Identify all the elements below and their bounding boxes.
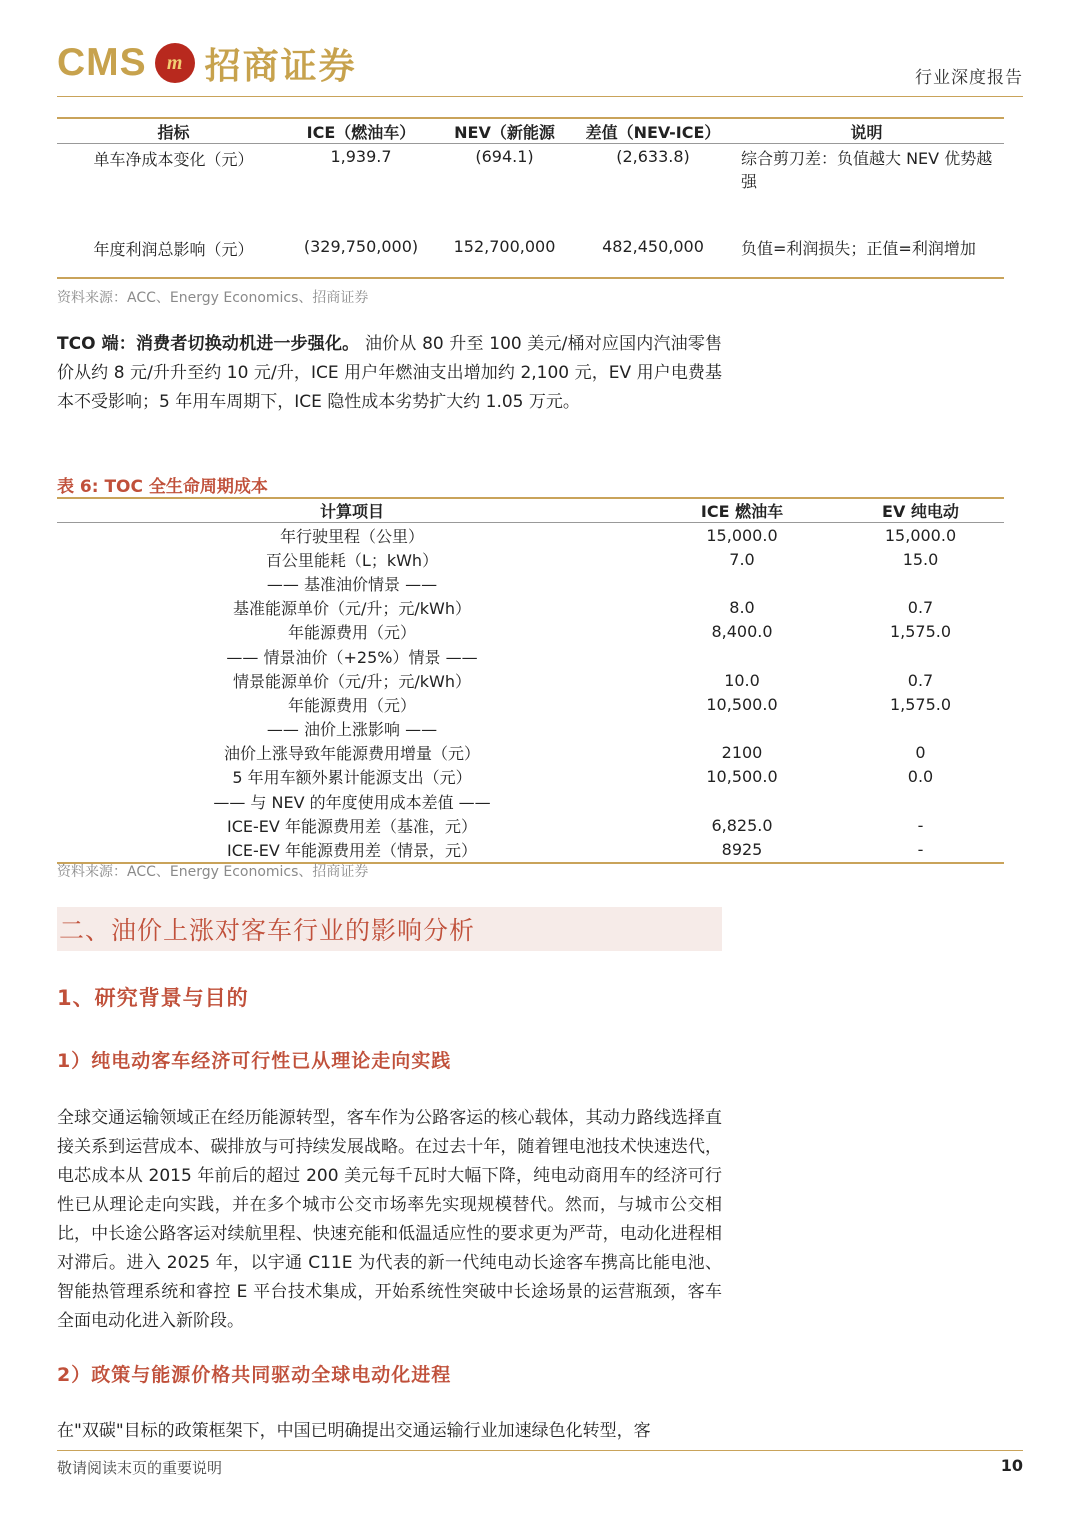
table-header-cell: 差值（NEV-ICE）	[585, 122, 721, 142]
table-cell: 年能源费用（元）	[287, 623, 416, 643]
table-cell: 10.0	[724, 670, 760, 690]
table-cell: 10,500.0	[706, 694, 778, 714]
section-banner	[57, 907, 722, 951]
table-cell: —— 情景油价（+25%）情景 ——	[226, 647, 478, 667]
table-cell: 15,000.0	[706, 525, 778, 545]
table-cell: -	[917, 815, 924, 835]
table-row	[57, 813, 1004, 837]
table-row	[57, 644, 1004, 668]
table-cell: 年度利润总影响（元）	[93, 240, 254, 259]
subsection-heading: 1、研究背景与目的	[57, 986, 249, 1010]
table-header-cell: 计算项目	[319, 502, 384, 521]
tco-lead: TCO 端：消费者切换动机进一步强化。	[57, 334, 360, 354]
table-cell	[837, 789, 1004, 813]
section-title: 二、油价上涨对客车行业的影响分析	[59, 916, 476, 945]
table-cell	[837, 717, 1004, 741]
table-cell: 情景能源单价（元/升；元/kWh）	[232, 671, 471, 691]
table-cell: 6,825.0	[711, 815, 773, 835]
table-cell: 152,700,000	[453, 237, 556, 256]
tco-body: 油价从 80 升至 100 美元/桶对应国内汽油零售价从约 8 元/升升至约 10 元/升，ICE 用户年燃油支出增加约 2,100 元，EV 用户电费基本不受影响；5 年用车周期下，ICE 隐性成本劣势扩大约 1.05 万元。	[57, 334, 723, 412]
table-cell: 0	[915, 743, 926, 763]
footer-divider	[57, 1450, 1023, 1451]
table-cell: 10,500.0	[706, 767, 778, 787]
logo-chinese-text: 招商证券	[204, 45, 357, 87]
table-cell	[837, 571, 1004, 595]
table-cell: —— 油价上涨影响 ——	[266, 720, 438, 740]
table-cell: (2,633.8)	[616, 147, 690, 166]
table-cell	[647, 644, 837, 668]
table-cell: -	[917, 840, 924, 860]
table-cell: 综合剪刀差：负值越大 NEV 优势越强	[741, 149, 993, 191]
table-cell: —— 与 NEV 的年度使用成本差值 ——	[213, 792, 491, 812]
table-header-cell: ICE 燃油车	[700, 502, 784, 521]
table-header-cell: ICE（燃油车）	[306, 122, 416, 142]
page-number: 10	[1000, 1456, 1023, 1475]
table-header-cell: EV 纯电动	[882, 502, 959, 521]
logo-cms-text: CMS	[57, 41, 147, 84]
table-cell: (329,750,000)	[303, 237, 419, 256]
table-cell: 0.7	[907, 670, 934, 690]
table-cell: 1,575.0	[889, 622, 952, 642]
footer-notice: 敬请阅读末页的重要说明	[57, 1459, 223, 1477]
table-cell: 2100	[721, 743, 763, 763]
table-row	[57, 765, 1004, 789]
table-header-cell: NEV（新能源	[454, 122, 555, 142]
table-cell: 0.7	[907, 598, 934, 618]
table-cell	[647, 789, 837, 813]
table-cell: 基准能源单价（元/升；元/kWh）	[232, 599, 471, 619]
table-cell: 1,575.0	[889, 694, 952, 714]
table-header-cell: 说明	[850, 122, 883, 142]
table-row	[57, 620, 1004, 644]
table-cell: ICE-EV 年能源费用差（基准，元）	[227, 816, 477, 836]
toc-lifecycle-table	[57, 497, 1004, 864]
table-cell: 8925	[721, 840, 763, 860]
table-row	[57, 596, 1004, 620]
table-row	[57, 668, 1004, 692]
table2-source: 资料来源：ACC、Energy Economics、招商证券	[57, 864, 369, 880]
tco-paragraph	[57, 330, 722, 417]
table-cell: 年能源费用（元）	[287, 695, 416, 715]
table-row	[57, 227, 1004, 278]
table2-caption: 表 6: TOC 全生命周期成本	[57, 477, 268, 497]
table-cell: 5 年用车额外累计能源支出（元）	[232, 768, 472, 788]
table1-source: 资料来源：ACC、Energy Economics、招商证券	[57, 290, 369, 306]
table-cell: 8,400.0	[711, 622, 773, 642]
table-cell: 15,000.0	[884, 525, 957, 545]
table-cell: 单车净成本变化（元）	[93, 150, 254, 169]
table-cell: 油价上涨导致年能源费用增量（元）	[223, 744, 480, 764]
table-header-cell: 指标	[157, 122, 190, 142]
table-cell: 15.0	[902, 549, 939, 569]
logo-badge-icon: m	[155, 43, 195, 83]
table-cell: 年行驶里程（公里）	[279, 526, 424, 546]
table-cell	[647, 571, 837, 595]
table-cell	[837, 644, 1004, 668]
table-header-row	[57, 118, 1004, 144]
table-cell: (694.1)	[475, 147, 534, 166]
table-header-row	[57, 498, 1004, 523]
report-type-label: 行业深度报告	[915, 68, 1023, 88]
table-cell: —— 基准油价情景 ——	[266, 574, 438, 594]
table-cell: 百公里能耗（L；kWh）	[265, 550, 439, 570]
body-paragraph: 在"双碳"目标的政策框架下，中国已明确提出交通运输行业加速绿色化转型，客	[57, 1421, 651, 1441]
table-row	[57, 692, 1004, 716]
table-cell: ICE-EV 年能源费用差（情景，元）	[227, 841, 477, 861]
table-cell: 7.0	[729, 549, 755, 569]
header-divider	[57, 96, 1023, 97]
subsubsection-heading: 1）纯电动客车经济可行性已从理论走向实践	[57, 1050, 452, 1072]
table-row	[57, 523, 1004, 548]
table-cell: 8.0	[729, 598, 755, 618]
table-row	[57, 571, 1004, 595]
table-row	[57, 789, 1004, 813]
table-cell	[647, 717, 837, 741]
table-cell: 0.0	[907, 767, 934, 787]
table-cell: 482,450,000	[602, 237, 704, 256]
body-paragraph: 全球交通运输领域正在经历能源转型，客车作为公路客运的核心载体，其动力路线选择直接关系到运营成本、碳排放与可持续发展战略。在过去十年，随着锂电池技术快速迭代，电芯成本从 2015 年前后的超过 200 美元每千瓦时大幅下降，纯电动商用车的经济可行性已从理论走向实践，并在多个城市公交市场率先实现规模替代。然而，与城市公交相比，中长途公路客运对续航里程、快速充能和低温适应性的要求更为严苛，电动化进程相对滞后。进入 2025 年，以宇通 C11E 为代表的新一代纯电动长途客车携高比能电池、智能热管理系统和睿控 E 平台技术集成，开始系统性突破中长途场景的运营瓶颈，客车全面电动化进入新阶段。	[57, 1108, 722, 1331]
table2-body	[57, 523, 1004, 863]
table-cell: 负值=利润损失；正值=利润增加	[741, 239, 976, 258]
subsubsection-heading: 2）政策与能源价格共同驱动全球电动化进程	[57, 1364, 452, 1386]
table-row	[57, 717, 1004, 741]
table-row	[57, 144, 1004, 228]
table-row	[57, 837, 1004, 862]
net-cost-table	[57, 117, 1004, 279]
company-logo	[57, 40, 357, 86]
table-row	[57, 547, 1004, 571]
table-row	[57, 741, 1004, 765]
table-cell: 1,939.7	[330, 147, 392, 166]
